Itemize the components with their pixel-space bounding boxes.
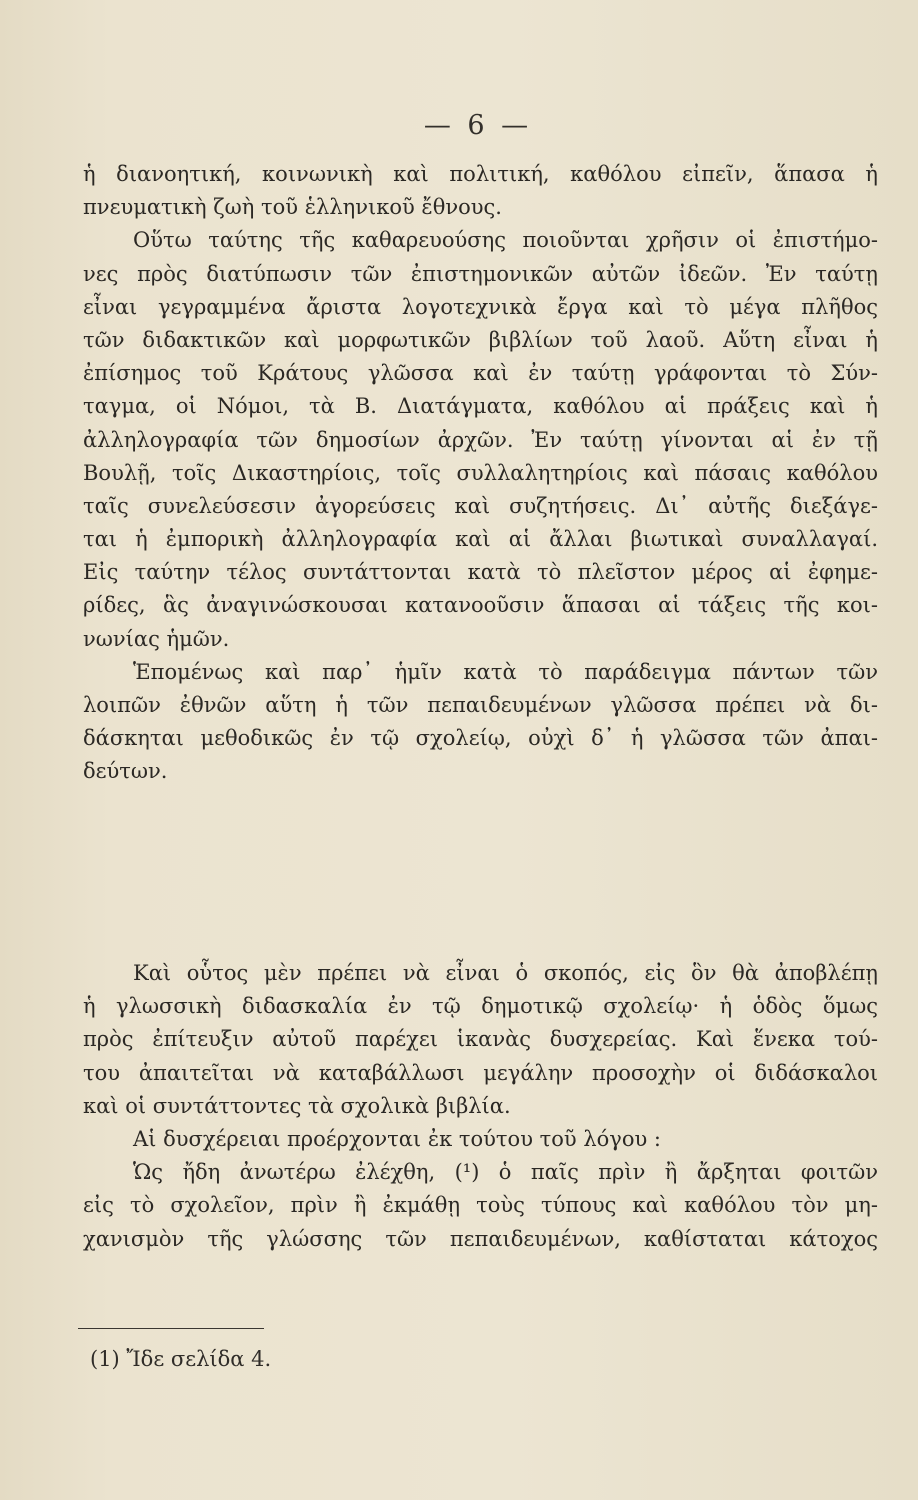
text-line: ταγμα, οἱ Νόμοι, τὰ Β. Διατάγματα, καθόλου αἱ πράξεις καὶ ἡ <box>83 394 878 419</box>
footnote-divider <box>78 1328 264 1329</box>
text-line: λοιπῶν ἐθνῶν αὕτη ἡ τῶν πεπαιδευμένων γλῶσσα πρέπει νὰ δι- <box>83 693 878 717</box>
text-line: ἡ διανοητική, κοινωνικὴ καὶ πολιτική, καθόλου εἰπεῖν, ἅπασα ἡ <box>83 162 878 186</box>
text-line: καὶ οἱ συντάττοντες τὰ σχολικὰ βιβλία. <box>83 1093 511 1118</box>
footnote: (1) Ἴδε σελίδα 4. <box>90 1347 272 1371</box>
text-line: εἰς τὸ σχολεῖον, πρὶν ἢ ἐκμάθῃ τοὺς τύπους καὶ καθόλου τὸν μη- <box>83 1193 878 1218</box>
text-line: πρὸς ἐπίτευξιν αὐτοῦ παρέχει ἱκανὰς δυσχερείας. Καὶ ἕνεκα τού- <box>83 1027 878 1052</box>
text-line: πνευματικὴ ζωὴ τοῦ ἑλληνικοῦ ἔθνους. <box>83 195 502 220</box>
text-line: δεύτων. <box>83 759 168 784</box>
text-line: Οὕτω ταύτης τῆς καθαρευούσης ποιοῦνται χρῆσιν οἱ ἐπιστήμο- <box>133 228 878 253</box>
text-line: εἶναι γεγραμμένα ἄριστα λογοτεχνικὰ ἔργα καὶ τὸ μέγα πλῆθος <box>83 294 878 319</box>
text-line: Ὡς ἤδη ἀνωτέρω ἐλέχθη, (¹) ὁ παῖς πρὶν ἢ ἄρξηται φοιτῶν <box>133 1160 878 1185</box>
text-line: Αἱ δυσχέρειαι προέρχονται ἐκ τούτου τοῦ λόγου : <box>133 1126 661 1151</box>
text-line: ρίδες, ἃς ἀναγινώσκουσαι κατανοοῦσιν ἅπασαι αἱ τάξεις τῆς κοι- <box>83 593 878 618</box>
text-line: ἡ γλωσσικὴ διδασκαλία ἐν τῷ δημοτικῷ σχολείῳ· ἡ ὁδὸς ὅμως <box>83 994 878 1019</box>
text-line: ταῖς συνελεύσεσιν ἀγορεύσεις καὶ συζητήσεις. Δι᾽ αὐτῆς διεξάγε- <box>83 493 878 518</box>
text-line: του ἀπαιτεῖται νὰ καταβάλλωσι μεγάλην προσοχὴν οἱ διδάσκαλοι <box>83 1060 878 1085</box>
paragraph-block-2 <box>83 957 878 1256</box>
page-number: — 6 — <box>423 110 533 141</box>
text-line: ται ἡ ἐμπορικὴ ἀλληλογραφία καὶ αἱ ἄλλαι βιωτικαὶ συναλλαγαί. <box>83 527 878 552</box>
text-line: Εἰς ταύτην τέλος συντάττονται κατὰ τὸ πλεῖστον μέρος αἱ ἐφημε- <box>83 560 878 585</box>
text-line: Ἑπομένως καὶ παρ᾽ ἡμῖν κατὰ τὸ παράδειγμα πάντων τῶν <box>133 659 878 684</box>
paragraph-block-1 <box>83 158 878 789</box>
text-line: νωνίας ἡμῶν. <box>83 626 230 651</box>
text-line: δάσκηται μεθοδικῶς ἐν τῷ σχολείῳ, οὐχὶ δ᾽ ἡ γλῶσσα τῶν ἀπαι- <box>83 726 878 751</box>
text-line: Βουλῇ, τοῖς Δικαστηρίοις, τοῖς συλλαλητηρίοις καὶ πάσαις καθόλου <box>83 460 878 485</box>
text-line: χανισμὸν τῆς γλώσσης τῶν πεπαιδευμένων, καθίσταται κάτοχος <box>83 1226 878 1251</box>
text-line: ἀλληλογραφία τῶν δημοσίων ἀρχῶν. Ἐν ταύτῃ γίνονται αἱ ἐν τῇ <box>83 427 878 452</box>
text-line: Καὶ οὗτος μὲν πρέπει νὰ εἶναι ὁ σκοπός, εἰς ὃν θὰ ἀποβλέπῃ <box>133 961 878 985</box>
text-line: νες πρὸς διατύπωσιν τῶν ἐπιστημονικῶν αὐτῶν ἰδεῶν. Ἐν ταύτῃ <box>83 261 878 286</box>
text-line: ἐπίσημος τοῦ Κράτους γλῶσσα καὶ ἐν ταύτῃ γράφονται τὸ Σύν- <box>83 361 878 386</box>
text-line: τῶν διδακτικῶν καὶ μορφωτικῶν βιβλίων τοῦ λαοῦ. Αὕτη εἶναι ἡ <box>83 327 878 352</box>
